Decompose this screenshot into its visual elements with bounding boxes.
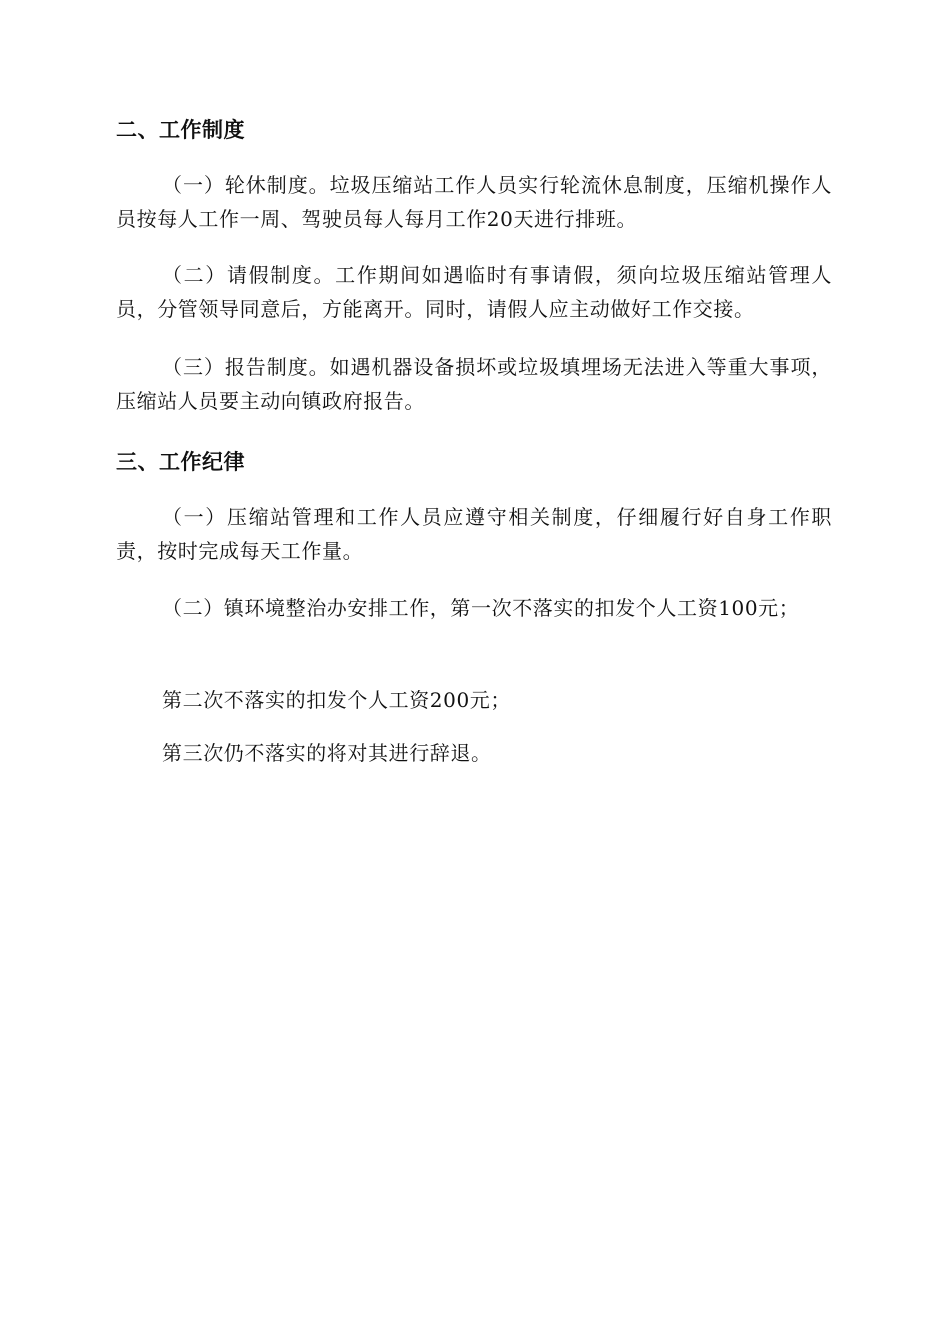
line-second-violation: 第二次不落实的扣发个人工资200元；	[162, 688, 511, 712]
paragraph-leave-system: （二）请假制度。工作期间如遇临时有事请假，须向垃圾压缩站管理人员，分管领导同意后，方能离开。同时，请假人应主动做好工作交接。	[116, 263, 832, 321]
section-heading-work-discipline: 三、工作纪律	[116, 450, 245, 474]
line-third-violation: 第三次仍不落实的将对其进行辞退。	[162, 741, 492, 765]
paragraph-rotation-system: （一）轮休制度。垃圾压缩站工作人员实行轮流休息制度，压缩机操作人员按每人工作一周、驾驶员每人每月工作20天进行排班。	[116, 173, 832, 231]
paragraph-duty-compliance: （一）压缩站管理和工作人员应遵守相关制度，仔细履行好自身工作职责，按时完成每天工作量。	[116, 505, 832, 563]
paragraph-first-violation: （二）镇环境整治办安排工作，第一次不落实的扣发个人工资100元；	[162, 596, 800, 620]
paragraph-report-system: （三）报告制度。如遇机器设备损坏或垃圾填埋场无法进入等重大事项，压缩站人员要主动向镇政府报告。	[116, 355, 832, 413]
section-heading-work-system: 二、工作制度	[116, 118, 245, 142]
